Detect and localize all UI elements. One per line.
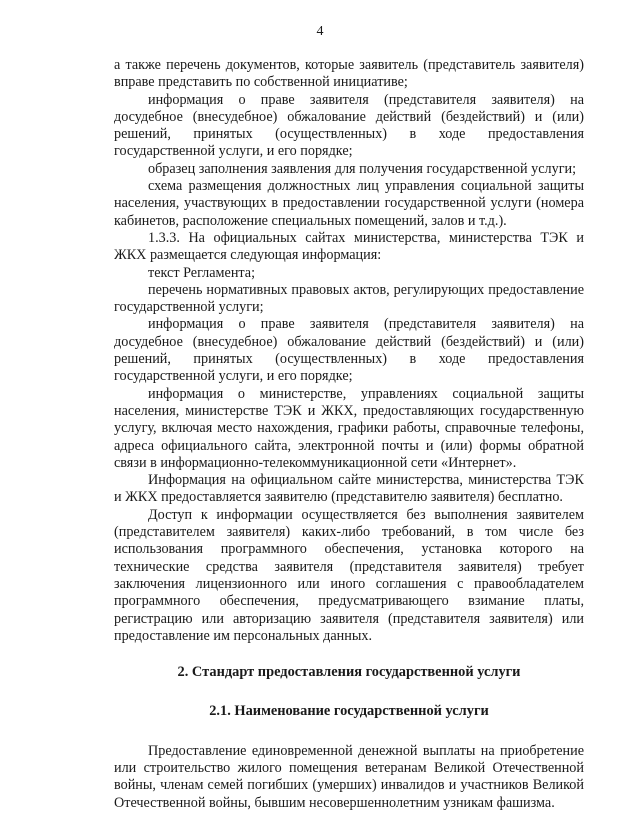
paragraph: информация о праве заявителя (представителя заявителя) на досудебное (внесудебное) обжалование действий (бездействий) и (или) решений, принятых (осуществленных) в ходе предоставления государственной услуги, и его порядке; xyxy=(114,316,584,385)
paragraph: Доступ к информации осуществляется без выполнения заявителем (представителем заявителя) каких-либо требований, в том числе без использования программного обеспечения, установка которого на технические средства заявителя (представителя заявителя) требует заключения лицензионного или иного соглашения с правообладателем программного обеспечения, предусматривающего взимание платы, регистрацию или авторизацию заявителя (представителя заявителя) или предоставление им персональных данных. xyxy=(114,506,584,644)
paragraph: Информация на официальном сайте министерства, министерства ТЭК и ЖКХ предоставляется заявителю (представителю заявителя) бесплатно. xyxy=(114,472,584,506)
document-body xyxy=(114,57,584,812)
page-number: 4 xyxy=(316,24,324,39)
paragraph: схема размещения должностных лиц управления социальной защиты населения, участвующих в предоставлении государственной услуги (номера кабинетов, расположение специальных помещений, залов и т.д.). xyxy=(114,178,584,229)
subsection-heading: 2.1. Наименование государственной услуги xyxy=(209,703,489,720)
paragraph: а также перечень документов, которые заявитель (представитель заявителя) вправе представить по собственной инициативе; xyxy=(114,57,584,91)
paragraph: текст Регламента; xyxy=(148,264,256,281)
paragraph: 1.3.3. На официальных сайтах министерства, министерства ТЭК и ЖКХ размещается следующая информация: xyxy=(114,229,584,264)
section-heading: 2. Стандарт предоставления государственной услуги xyxy=(177,664,521,681)
paragraph: перечень нормативных правовых актов, регулирующих предоставление государственной услуги; xyxy=(114,281,584,316)
paragraph: информация о министерстве, управлениях социальной защиты населения, министерстве ТЭК и ЖКХ, предоставляющих государственную услугу, включая место нахождения, графики работы, справочные телефоны, адреса официального сайта, электронной почты и (или) формы обратной связи в информационно-телекоммуникационной сети «Интернет». xyxy=(114,385,584,471)
paragraph: образец заполнения заявления для получения государственной услуги; xyxy=(148,160,577,177)
paragraph: информация о праве заявителя (представителя заявителя) на досудебное (внесудебное) обжалование действий (бездействий) и (или) решений, принятых (осуществленных) в ходе предоставления государственной услуги, и его порядке; xyxy=(114,91,584,160)
paragraph: Предоставление единовременной денежной выплаты на приобретение или строительство жилого помещения ветеранам Великой Отечественной войны, членам семей погибших (умерших) инвалидов и участников Великой Отечественной войны, бывшим несовершеннолетним узникам фашизма. xyxy=(114,742,584,811)
